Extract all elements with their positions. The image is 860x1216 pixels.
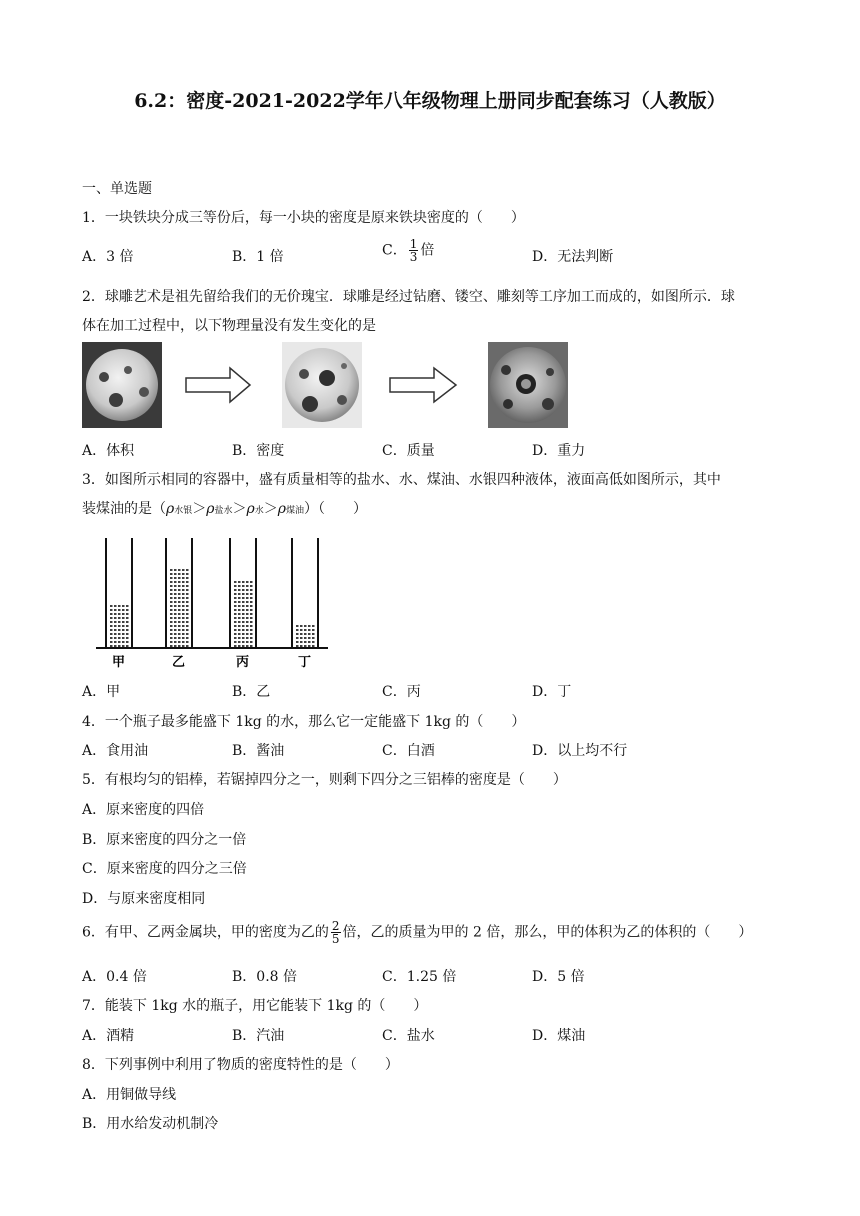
container-ding bbox=[292, 538, 318, 648]
q7-option-d: D．煤油 bbox=[532, 1028, 586, 1044]
q3-stem-prefix: 装煤油的是（ bbox=[82, 501, 166, 517]
question-7-stem: 7．能装下 1kg 水的瓶子，用它能装下 1kg 的（ ） bbox=[82, 998, 428, 1014]
rho-symbol: ρ bbox=[277, 501, 286, 517]
q6-stem-suffix: 倍，乙的质量为甲的 2 倍，那么，甲的体积为乙的体积的（ ） bbox=[342, 924, 753, 941]
question-2-stem-line2: 体在加工过程中，以下物理量没有发生变化的是 bbox=[82, 318, 376, 334]
q4-option-d: D．以上均不行 bbox=[532, 743, 628, 759]
q3-option-c: C．丙 bbox=[382, 684, 421, 700]
ball-carving-figure bbox=[82, 342, 572, 432]
q1-option-d: D．无法判断 bbox=[532, 249, 614, 265]
container-label-ding: 丁 bbox=[298, 655, 312, 670]
q7-option-b: B．汽油 bbox=[232, 1028, 285, 1044]
q8-option-b: B．用水给发动机制冷 bbox=[82, 1116, 219, 1132]
container-jia bbox=[106, 538, 132, 648]
q8-option-a: A．用铜做导线 bbox=[82, 1087, 177, 1103]
rho-symbol: ρ bbox=[206, 501, 215, 517]
q5-option-a: A．原来密度的四倍 bbox=[82, 802, 205, 818]
q3-option-a: A．甲 bbox=[82, 684, 121, 700]
q1-fraction-numerator: 1 bbox=[409, 237, 418, 251]
q6-option-d: D．5 倍 bbox=[532, 969, 585, 985]
liquid-dashes bbox=[110, 570, 315, 646]
q1-option-a: A．3 倍 bbox=[82, 249, 134, 265]
rho-sub-kerosene: 煤油 bbox=[285, 506, 304, 516]
q3-option-b: B．乙 bbox=[232, 684, 271, 700]
q3-option-d: D．丁 bbox=[532, 684, 572, 700]
page-title: 6.2：密度-2021-2022学年八年级物理上册同步配套练习（人教版） bbox=[134, 90, 726, 112]
q1-option-b: B．1 倍 bbox=[232, 249, 284, 265]
q6-option-b: B．0.8 倍 bbox=[232, 969, 298, 985]
question-3-stem-line1: 3．如图所示相同的容器中，盛有质量相等的盐水、水、煤油、水银四种液体，液面高低如图所示，其中 bbox=[82, 472, 721, 488]
q4-option-b: B．酱油 bbox=[232, 743, 285, 759]
q5-option-d: D．与原来密度相同 bbox=[82, 891, 206, 907]
arrow-icon bbox=[390, 368, 456, 402]
q2-option-a: A．体积 bbox=[82, 443, 135, 459]
question-4-stem: 4．一个瓶子最多能盛下 1kg 的水，那么它一定能盛下 1kg 的（ ） bbox=[82, 714, 526, 730]
rho-symbol: ρ bbox=[246, 501, 255, 517]
q4-option-a: A．食用油 bbox=[82, 743, 149, 759]
q1-option-c bbox=[382, 238, 434, 263]
rho-sub-brine: 盐水 bbox=[214, 506, 233, 516]
container-label-yi: 乙 bbox=[172, 655, 186, 670]
q2-option-d: D．重力 bbox=[532, 443, 586, 459]
q6-option-a: A．0.4 倍 bbox=[82, 969, 147, 985]
question-6-stem bbox=[82, 920, 752, 945]
question-2-stem-line1: 2．球雕艺术是祖先留给我们的无价瑰宝．球雕是经过钻磨、镂空、雕刻等工序加工而成的，如图所示．球 bbox=[82, 289, 735, 305]
q6-stem-prefix: 6．有甲、乙两金属块，甲的密度为乙的 bbox=[82, 924, 329, 941]
question-1-stem: 1．一块铁块分成三等份后，每一小块的密度是原来铁块密度的（ ） bbox=[82, 210, 525, 226]
q2-option-b: B．密度 bbox=[232, 443, 285, 459]
q2-option-c: C．质量 bbox=[382, 443, 435, 459]
ball-image-3 bbox=[488, 342, 568, 428]
q6-fraction-numerator: 2 bbox=[331, 919, 340, 933]
rho-sub-water: 水 bbox=[254, 506, 264, 516]
question-8-stem: 8．下列事例中利用了物质的密度特性的是（ ） bbox=[82, 1057, 399, 1073]
q6-fraction bbox=[331, 920, 341, 945]
q3-stem-suffix: ）（ ） bbox=[304, 501, 367, 517]
ball-image-2 bbox=[282, 342, 362, 428]
q4-option-c: C．白酒 bbox=[382, 743, 435, 759]
rho-sub-mercury: 水银 bbox=[174, 506, 193, 516]
container-bing bbox=[230, 538, 256, 648]
q7-option-c: C．盐水 bbox=[382, 1028, 435, 1044]
q1-option-c-suffix: 倍 bbox=[420, 242, 435, 259]
question-5-stem: 5．有根均匀的铝棒，若锯掉四分之一，则剩下四分之三铝棒的密度是（ ） bbox=[82, 772, 567, 788]
q6-option-c: C．1.25 倍 bbox=[382, 969, 457, 985]
q5-option-b: B．原来密度的四分之一倍 bbox=[82, 832, 247, 848]
ball-image-1 bbox=[82, 342, 162, 428]
container-label-bing: 丙 bbox=[236, 655, 250, 670]
arrow-icon bbox=[186, 368, 250, 402]
q6-fraction-denominator: 5 bbox=[331, 932, 340, 946]
question-3-stem-line2: 装煤油的是（ρ水银＞ρ盐水＞ρ水＞ρ煤油）（ ） bbox=[82, 501, 367, 517]
q5-option-c: C．原来密度的四分之三倍 bbox=[82, 861, 247, 877]
containers-figure bbox=[96, 536, 336, 674]
q1-fraction-denominator: 3 bbox=[409, 250, 418, 264]
q1-option-c-label: C． bbox=[382, 242, 407, 259]
q1-fraction bbox=[409, 238, 419, 263]
rho-symbol: ρ bbox=[166, 501, 175, 517]
section-heading: 一、单选题 bbox=[82, 181, 152, 197]
container-yi bbox=[166, 538, 192, 648]
container-label-jia: 甲 bbox=[112, 655, 126, 670]
q7-option-a: A．酒精 bbox=[82, 1028, 135, 1044]
